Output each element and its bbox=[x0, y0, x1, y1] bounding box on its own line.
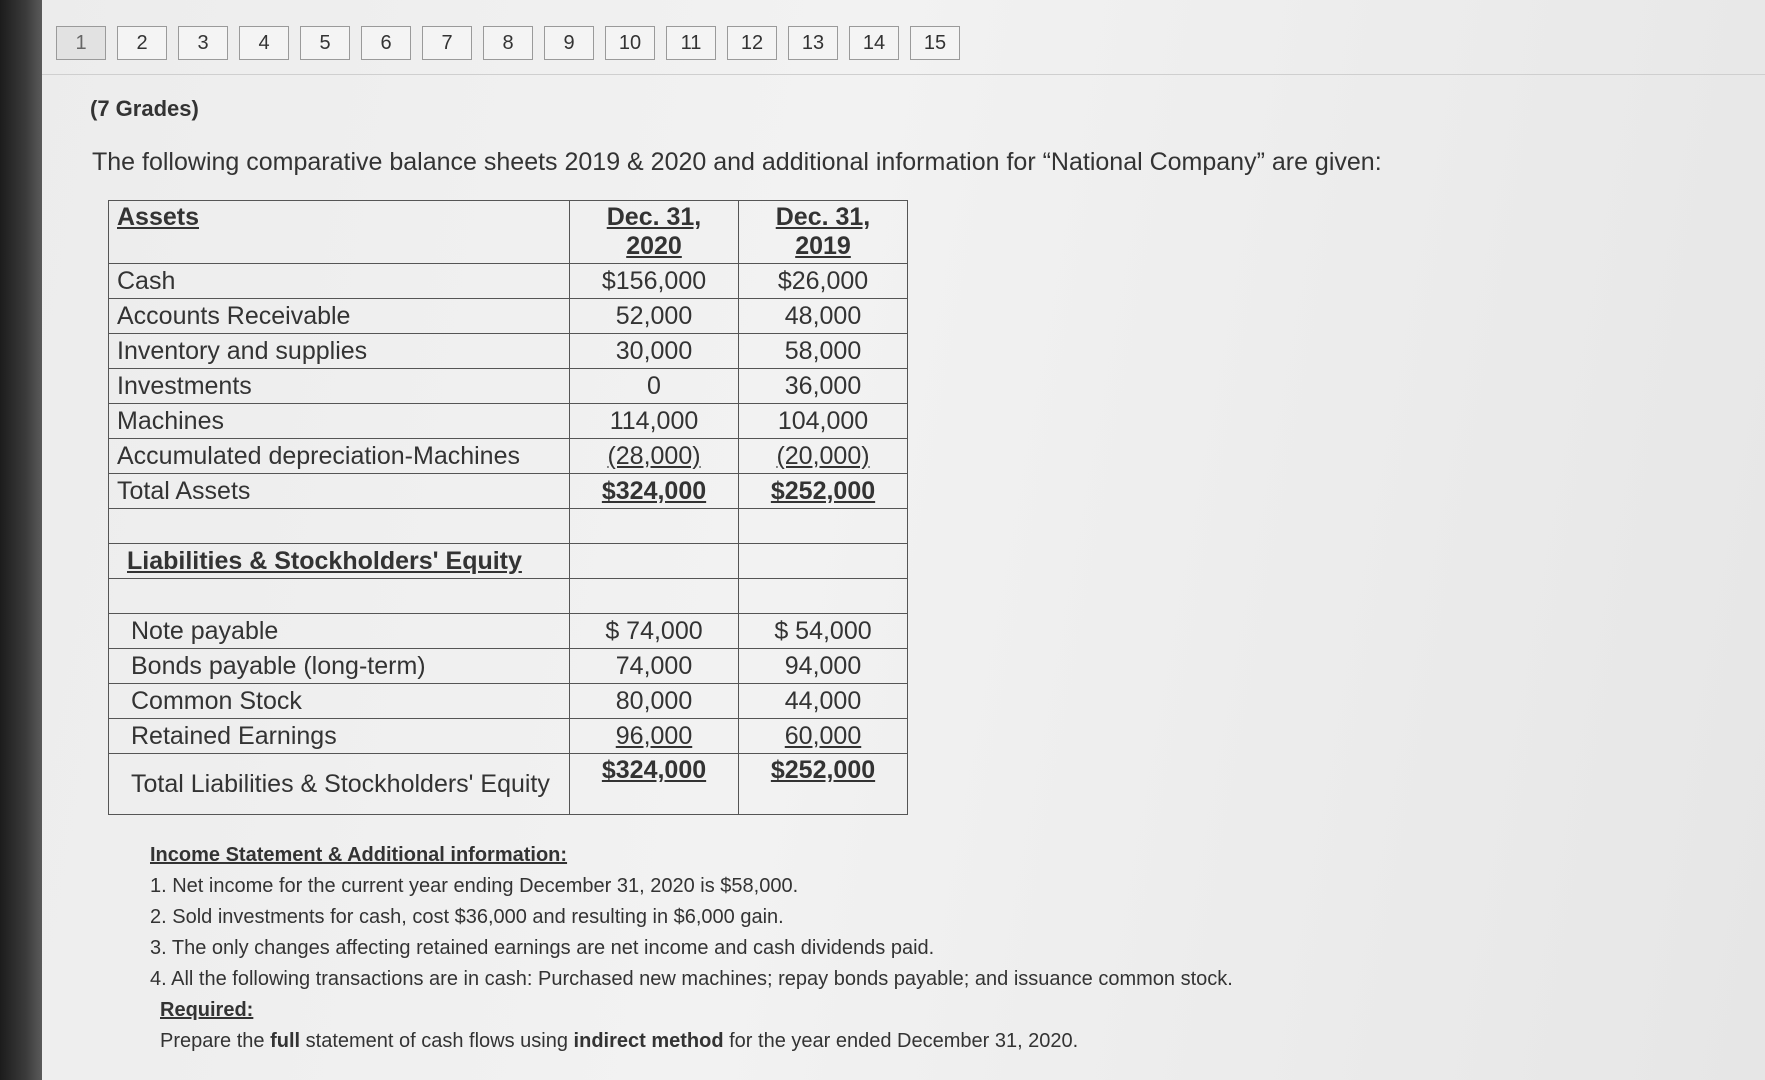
table-header-row bbox=[109, 201, 908, 264]
cell-2019: 58,000 bbox=[739, 334, 908, 369]
cell-2020: $324,000 bbox=[570, 754, 739, 815]
page-button-11[interactable]: 11 bbox=[666, 26, 716, 60]
additional-info-section bbox=[150, 840, 1233, 1057]
row-label: Cash bbox=[109, 264, 570, 299]
empty-row bbox=[109, 509, 908, 544]
cell-2020: $324,000 bbox=[570, 474, 739, 509]
table-row bbox=[109, 684, 908, 719]
row-label: Common Stock bbox=[109, 684, 570, 719]
table-row bbox=[109, 334, 908, 369]
page-button-3[interactable]: 3 bbox=[178, 26, 228, 60]
cell-2020: $156,000 bbox=[570, 264, 739, 299]
page-button-4[interactable]: 4 bbox=[239, 26, 289, 60]
page-button-9[interactable]: 9 bbox=[544, 26, 594, 60]
page-button-10[interactable]: 10 bbox=[605, 26, 655, 60]
cell-2020: $ 74,000 bbox=[570, 614, 739, 649]
info-item: 4. All the following transactions are in cash: Purchased new machines; repay bonds payable; and issuance common stock. bbox=[150, 968, 1233, 990]
empty-row bbox=[109, 579, 908, 614]
cell-2020: 114,000 bbox=[570, 404, 739, 439]
row-label: Investments bbox=[109, 369, 570, 404]
balance-sheet-table bbox=[108, 200, 908, 815]
cell-2019: (20,000) bbox=[739, 439, 908, 474]
cell-2020: 96,000 bbox=[570, 719, 739, 754]
cell-2020: 0 bbox=[570, 369, 739, 404]
cell-2020: 30,000 bbox=[570, 334, 739, 369]
info-item: 2. Sold investments for cash, cost $36,000 and resulting in $6,000 gain. bbox=[150, 906, 784, 928]
question-intro: The following comparative balance sheets 2019 & 2020 and additional information for “National Company” are given: bbox=[92, 148, 1382, 176]
liabilities-header-row bbox=[109, 544, 908, 579]
page-button-6[interactable]: 6 bbox=[361, 26, 411, 60]
info-title: Income Statement & Additional information: bbox=[150, 844, 568, 866]
col-header-2020: Dec. 31, 2020 bbox=[570, 201, 739, 264]
cell-2020: (28,000) bbox=[570, 439, 739, 474]
cell-2019: $252,000 bbox=[739, 754, 908, 815]
row-label: Accumulated depreciation-Machines bbox=[109, 439, 570, 474]
required-text: Prepare the full statement of cash flows using indirect method for the year ended December 31, 2020. bbox=[160, 1030, 1079, 1052]
table-row-total-liabilities bbox=[109, 754, 908, 815]
cell-2019: $252,000 bbox=[739, 474, 908, 509]
row-label: Retained Earnings bbox=[109, 719, 570, 754]
row-label: Total Assets bbox=[109, 474, 570, 509]
info-item: 3. The only changes affecting retained earnings are net income and cash dividends paid. bbox=[150, 937, 935, 959]
cell-2019: 48,000 bbox=[739, 299, 908, 334]
row-label: Note payable bbox=[109, 614, 570, 649]
page-button-12[interactable]: 12 bbox=[727, 26, 777, 60]
info-item: 1. Net income for the current year ending December 31, 2020 is $58,000. bbox=[150, 875, 799, 897]
page-button-8[interactable]: 8 bbox=[483, 26, 533, 60]
cell-2019: 60,000 bbox=[739, 719, 908, 754]
cell-2019: 94,000 bbox=[739, 649, 908, 684]
page-button-5[interactable]: 5 bbox=[300, 26, 350, 60]
row-label: Accounts Receivable bbox=[109, 299, 570, 334]
grades-label: (7 Grades) bbox=[90, 96, 199, 121]
cell-2020: 74,000 bbox=[570, 649, 739, 684]
cell-2019: $26,000 bbox=[739, 264, 908, 299]
cell-2020: 52,000 bbox=[570, 299, 739, 334]
cell-2020: 80,000 bbox=[570, 684, 739, 719]
required-label: Required: bbox=[160, 999, 254, 1021]
assets-header: Assets bbox=[117, 203, 199, 231]
table-row bbox=[109, 369, 908, 404]
page-button-7[interactable]: 7 bbox=[422, 26, 472, 60]
screen-bezel bbox=[0, 0, 42, 1080]
header-divider bbox=[42, 74, 1765, 75]
table-row bbox=[109, 404, 908, 439]
table-row bbox=[109, 649, 908, 684]
cell-2019: 44,000 bbox=[739, 684, 908, 719]
table-row bbox=[109, 299, 908, 334]
row-label: Bonds payable (long-term) bbox=[109, 649, 570, 684]
page-button-2[interactable]: 2 bbox=[117, 26, 167, 60]
row-label: Machines bbox=[109, 404, 570, 439]
table-row bbox=[109, 614, 908, 649]
table-row bbox=[109, 264, 908, 299]
table-row bbox=[109, 439, 908, 474]
row-label: Inventory and supplies bbox=[109, 334, 570, 369]
table-row-total-assets bbox=[109, 474, 908, 509]
page-button-1[interactable]: 1 bbox=[56, 26, 106, 60]
liabilities-header: Liabilities & Stockholders' Equity bbox=[127, 546, 522, 575]
page-button-14[interactable]: 14 bbox=[849, 26, 899, 60]
col-header-2019: Dec. 31, 2019 bbox=[739, 201, 908, 264]
cell-2019: 104,000 bbox=[739, 404, 908, 439]
row-label: Total Liabilities & Stockholders' Equity bbox=[109, 754, 570, 815]
question-pagination bbox=[56, 26, 971, 60]
page-button-15[interactable]: 15 bbox=[910, 26, 960, 60]
cell-2019: 36,000 bbox=[739, 369, 908, 404]
page-button-13[interactable]: 13 bbox=[788, 26, 838, 60]
cell-2019: $ 54,000 bbox=[739, 614, 908, 649]
table-row bbox=[109, 719, 908, 754]
